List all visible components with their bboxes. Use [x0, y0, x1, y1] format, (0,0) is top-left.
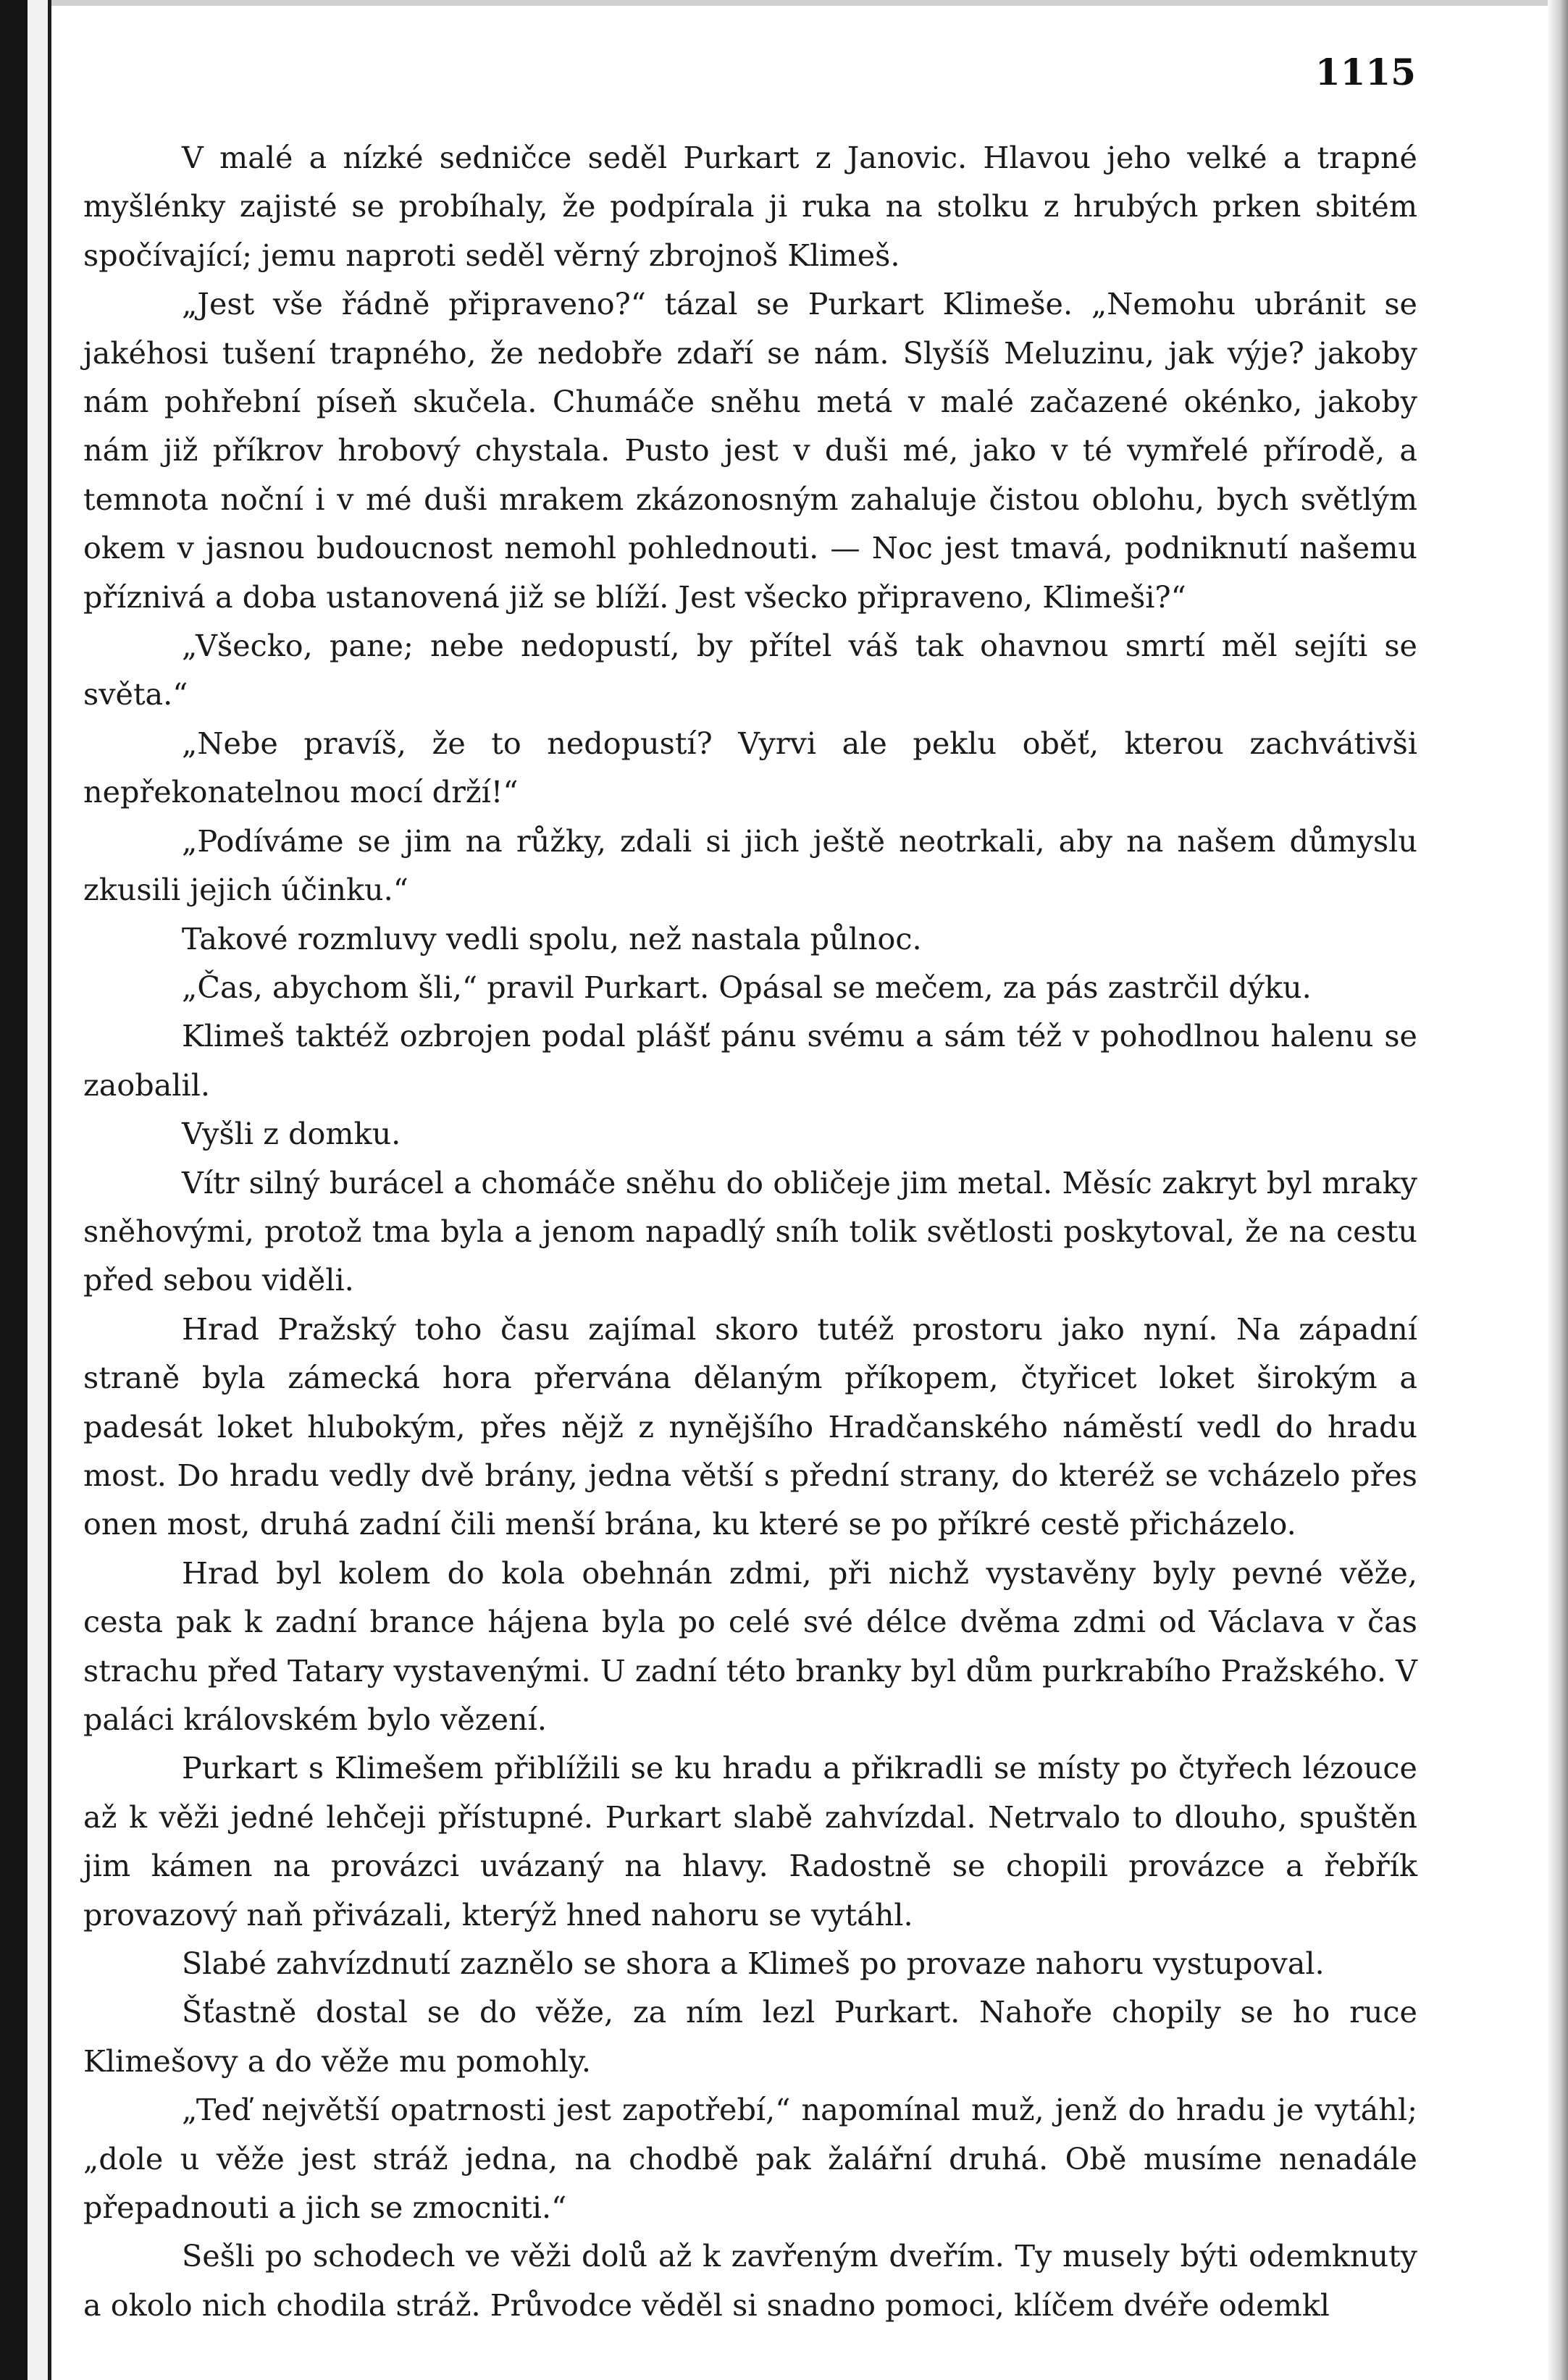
- paragraph: „Nebe pravíš, že to nedopustí? Vyrvi ale peklu oběť, kterou zachvátivši nepřekonatelnou mocí drží!“: [83, 726, 1417, 810]
- scan-left-border: [0, 0, 28, 2380]
- paragraph: Vyšli z domku.: [182, 1117, 401, 1152]
- paragraph: Hrad byl kolem do kola obehnán zdmi, při nichž vystavěny byly pevné věže, cesta pak k zadní brance hájena byla po celé své délce dvěma zdmi od Václava v čas strachu před Tatary vystavenými. U zadní této branky byl dům purkrabího Pražského. V paláci královském bylo vězení.: [83, 1555, 1417, 1737]
- scan-left-gutter: [28, 0, 49, 2380]
- paragraph: „Podíváme se jim na růžky, zdali si jich ještě neotrkali, aby na našem důmyslu zkusili jejich účinku.“: [83, 823, 1417, 908]
- paragraph: Sešli po schodech ve věži dolů až k zavřeným dveřím. Ty musely býti odemknuty a okolo nich chodila stráž. Průvodce věděl si snadno pomoci, klíčem dvéře odemkl: [83, 2239, 1417, 2323]
- paragraph: Takové rozmluvy vedli spolu, než nastala půlnoc.: [182, 921, 922, 956]
- paragraph: Vítr silný burácel a chomáče sněhu do obličeje jim metal. Měsíc zakryt byl mraky sněhovými, protož tma byla a jenom napadlý sníh tolik světlosti poskytoval, že na cestu před sebou viděli.: [83, 1165, 1417, 1298]
- paragraph: Purkart s Klimešem přiblížili se ku hradu a přikradli se místy po čtyřech lézouce až k věži jedné lehčeji přístupné. Purkart slabě zahvízdal. Netrvalo to dlouho, spuštěn jim kámen na provázci uvázaný na hlavy. Radostně se chopili provázce a řebřík provazový naň přivázali, kterýž hned nahoru se vytáhl.: [83, 1751, 1417, 1933]
- paragraph: „Jest vše řádně připraveno?“ tázal se Purkart Klimeše. „Nemohu ubránit se jakéhosi tušení trapného, že nedobře zdaří se nám. Slyšíš Meluzinu, jak výje? jakoby nám pohřební píseň skučela. Chumáče sněhu metá v malé začazené okénko, jakoby nám již příkrov hrobový chystala. Pusto jest v duši mé, jako v té vymřelé přírodě, a temnota noční i v mé duši mrakem zkázonosným zahaluje čistou oblohu, bych světlým okem v jasnou budoucnost nemohl pohlednouti. — Noc jest tmavá, podniknutí našemu příznivá a doba ustanovená již se blíží. Jest všecko připraveno, Klimeši?“: [83, 287, 1417, 615]
- body-text: [83, 134, 1417, 2330]
- paragraph: Klimeš taktéž ozbrojen podal plášť pánu svému a sám též v pohodlnou halenu se zaobalil.: [83, 1019, 1417, 1103]
- paragraph: „Všecko, pane; nebe nedopustí, by přítel váš tak ohavnou smrtí měl sejíti se světa.“: [83, 628, 1417, 712]
- paragraph: Hrad Pražský toho času zajímal skoro tutéž prostoru jako nyní. Na západní straně byla zámecká hora přervána dělaným příkopem, čtyřicet loket širokým a padesát loket hlubokým, přes nějž z nynějšího Hradčanského náměstí vedl do hradu most. Do hradu vedly dvě brány, jedna větší s přední strany, do kteréž se vcházelo přes onen most, druhá zadní čili menší brána, ku které se po příkré cestě přicházelo.: [83, 1311, 1417, 1542]
- paragraph: Šťastně dostal se do věže, za ním lezl Purkart. Nahoře chopily se ho ruce Klimešovy a do věže mu pomohly.: [83, 1995, 1417, 2079]
- scan-top-edge: [0, 0, 1568, 6]
- page-number: 1115: [1315, 51, 1416, 93]
- paragraph: Slabé zahvízdnutí zaznělo se shora a Klimeš po provaze nahoru vystupoval.: [182, 1946, 1325, 1982]
- paragraph: „Čas, abychom šli,“ pravil Purkart. Opásal se mečem, za pás zastrčil dýku.: [182, 970, 1312, 1005]
- paragraph: V malé a nízké sedničce seděl Purkart z Janovic. Hlavou jeho velké a trapné myšlénky zajisté se probíhaly, že podpírala ji ruka na stolku z hrubých prken sbitém spočívající; jemu naproti seděl věrný zbrojnoš Klimeš.: [83, 140, 1417, 273]
- paragraph: „Teď největší opatrnosti jest zapotřebí,“ napomínal muž, jenž do hradu je vytáhl; „dole u věže jest stráž jedna, na chodbě pak žalářní druhá. Obě musíme nenadále přepadnouti a jich se zmocniti.“: [83, 2093, 1417, 2226]
- scan-right-edge: [1548, 0, 1568, 2380]
- scan-left-rule: [48, 0, 51, 2380]
